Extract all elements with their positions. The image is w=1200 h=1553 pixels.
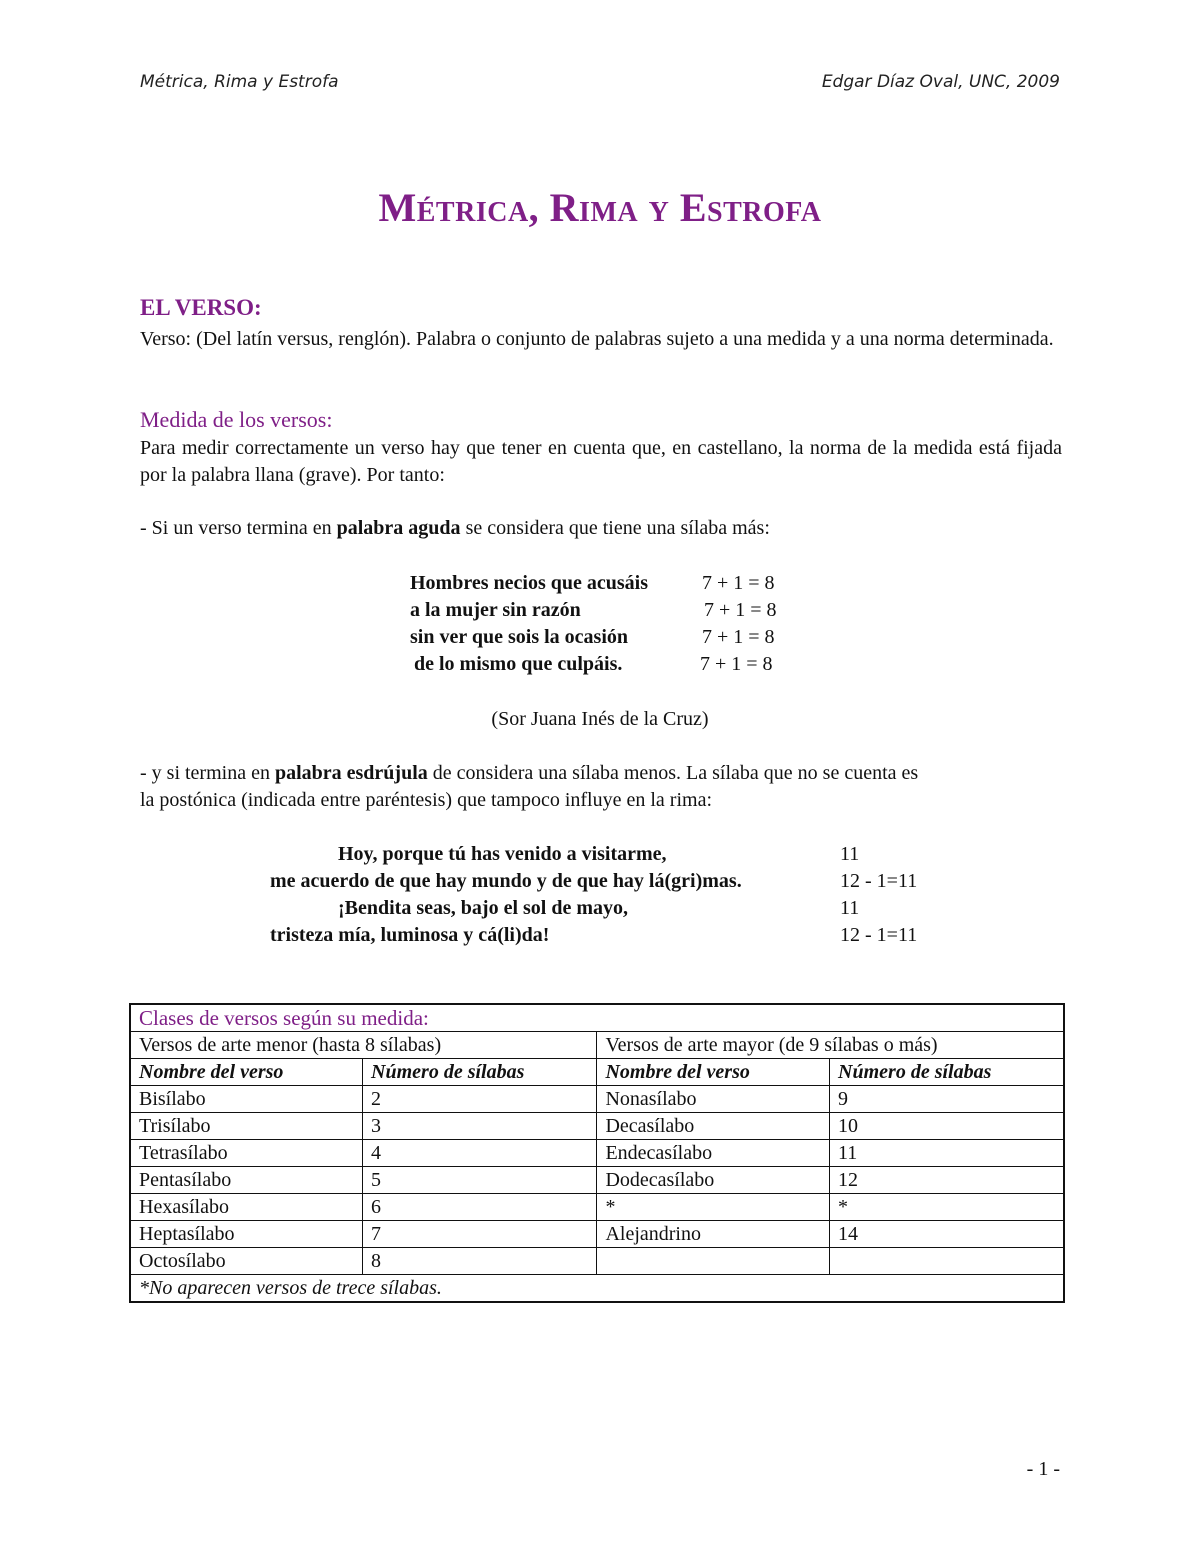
table-cell: 12 (830, 1167, 1064, 1194)
poem2-verse: Hoy, porque tú has venido a visitarme, (338, 843, 667, 865)
table-cell: Heptasílabo (130, 1221, 363, 1248)
table-row (130, 1221, 1064, 1248)
page-number: - 1 - (1026, 1458, 1060, 1480)
esdrujula-rule (140, 762, 918, 785)
esdrujula-rule-suffix: de considera una sílaba menos. La sílaba que no se cuenta es (427, 762, 919, 784)
table-cell: Alejandrino (597, 1221, 830, 1248)
poem2-verse: me acuerdo de que hay mundo y de que hay lá(gri)mas. (270, 870, 742, 892)
poem1-verse: a la mujer sin razón (410, 599, 581, 621)
section-heading-medida: Medida de los versos: (140, 407, 333, 432)
poem1-credit: (Sor Juana Inés de la Cruz) (491, 708, 709, 730)
table-cell: 2 (363, 1086, 597, 1113)
table-header-row (130, 1059, 1064, 1086)
group-arte-mayor: Versos de arte mayor (de 9 sílabas o más) (597, 1032, 1064, 1059)
table-title: Clases de versos según su medida: (130, 1004, 1064, 1032)
poem2-count: 11 (840, 897, 860, 919)
poem1-verse: sin ver que sois la ocasión (410, 626, 628, 648)
table-cell: 14 (830, 1221, 1064, 1248)
esdrujula-rule-term: palabra esdrújula (274, 762, 428, 784)
verse-types-table (129, 1003, 1065, 1303)
poem1-count: 7 + 1 = 8 (702, 626, 775, 648)
table-cell: * (597, 1194, 830, 1221)
table-cell: Trisílabo (130, 1113, 363, 1140)
table-cell: Tetrasílabo (130, 1140, 363, 1167)
section-heading-verso: EL VERSO: (140, 295, 262, 320)
verso-definition: Verso: (Del latín versus, renglón). Palabra o conjunto de palabras sujeto a una medida y a una norma determinada. (140, 328, 1054, 350)
aguda-rule-prefix: - Si un verso termina en (140, 517, 337, 539)
column-header: Nombre del verso (597, 1059, 830, 1086)
table-title-row (130, 1004, 1064, 1032)
table-footnote: *No aparecen versos de trece sílabas. (130, 1275, 1064, 1303)
table-row (130, 1194, 1064, 1221)
table-cell: 7 (363, 1221, 597, 1248)
table-row (130, 1167, 1064, 1194)
running-header-right: Edgar Díaz Oval, UNC, 2009 (821, 72, 1060, 92)
table-cell: * (830, 1194, 1064, 1221)
table-row (130, 1086, 1064, 1113)
column-header: Número de sílabas (363, 1059, 597, 1086)
group-arte-menor: Versos de arte menor (hasta 8 sílabas) (130, 1032, 597, 1059)
table-group-row (130, 1032, 1064, 1059)
table-cell: Hexasílabo (130, 1194, 363, 1221)
table-cell (597, 1248, 830, 1275)
table-cell: Bisílabo (130, 1086, 363, 1113)
table-cell: 3 (363, 1113, 597, 1140)
poem2-count: 12 - 1=11 (840, 870, 918, 892)
poem1-count: 7 + 1 = 8 (702, 572, 775, 594)
table-cell: Dodecasílabo (597, 1167, 830, 1194)
poem1-count: 7 + 1 = 8 (700, 653, 773, 675)
running-header-left: Métrica, Rima y Estrofa (140, 72, 339, 92)
table-cell: Pentasílabo (130, 1167, 363, 1194)
medida-intro: Para medir correctamente un verso hay que tener en cuenta que, en castellano, la norma de la medida está fijada por la palabra llana (grave). Por tanto: (140, 437, 1062, 486)
column-header: Número de sílabas (830, 1059, 1064, 1086)
table-note-row (130, 1275, 1064, 1303)
table-row (130, 1140, 1064, 1167)
poem2-verse: ¡Bendita seas, bajo el sol de mayo, (338, 897, 628, 919)
poem2-count: 12 - 1=11 (840, 924, 918, 946)
aguda-rule-suffix: se considera que tiene una sílaba más: (460, 517, 770, 539)
esdrujula-rule-line2: la postónica (indicada entre paréntesis) que tampoco influye en la rima: (140, 789, 713, 811)
table-cell (830, 1248, 1064, 1275)
column-header: Nombre del verso (130, 1059, 363, 1086)
table-cell: 4 (363, 1140, 597, 1167)
table-cell: Octosílabo (130, 1248, 363, 1275)
table-cell: Nonasílabo (597, 1086, 830, 1113)
table-cell: 5 (363, 1167, 597, 1194)
table-row (130, 1113, 1064, 1140)
poem1-verse: Hombres necios que acusáis (410, 572, 648, 594)
table-cell: 11 (830, 1140, 1064, 1167)
table-cell: 9 (830, 1086, 1064, 1113)
page-title: Métrica, Rima y Estrofa (378, 185, 822, 230)
poem2-count: 11 (840, 843, 860, 865)
table-cell: Decasílabo (597, 1113, 830, 1140)
table-cell: Endecasílabo (597, 1140, 830, 1167)
table-cell: 10 (830, 1113, 1064, 1140)
aguda-rule-term: palabra aguda (336, 517, 461, 539)
poem1-verse: de lo mismo que culpáis. (414, 653, 623, 675)
table-cell: 8 (363, 1248, 597, 1275)
esdrujula-rule-prefix: - y si termina en (140, 762, 275, 784)
poem1-count: 7 + 1 = 8 (704, 599, 777, 621)
table-row (130, 1248, 1064, 1275)
aguda-rule (140, 517, 770, 540)
poem2-verse: tristeza mía, luminosa y cá(li)da! (270, 924, 550, 946)
table-cell: 6 (363, 1194, 597, 1221)
